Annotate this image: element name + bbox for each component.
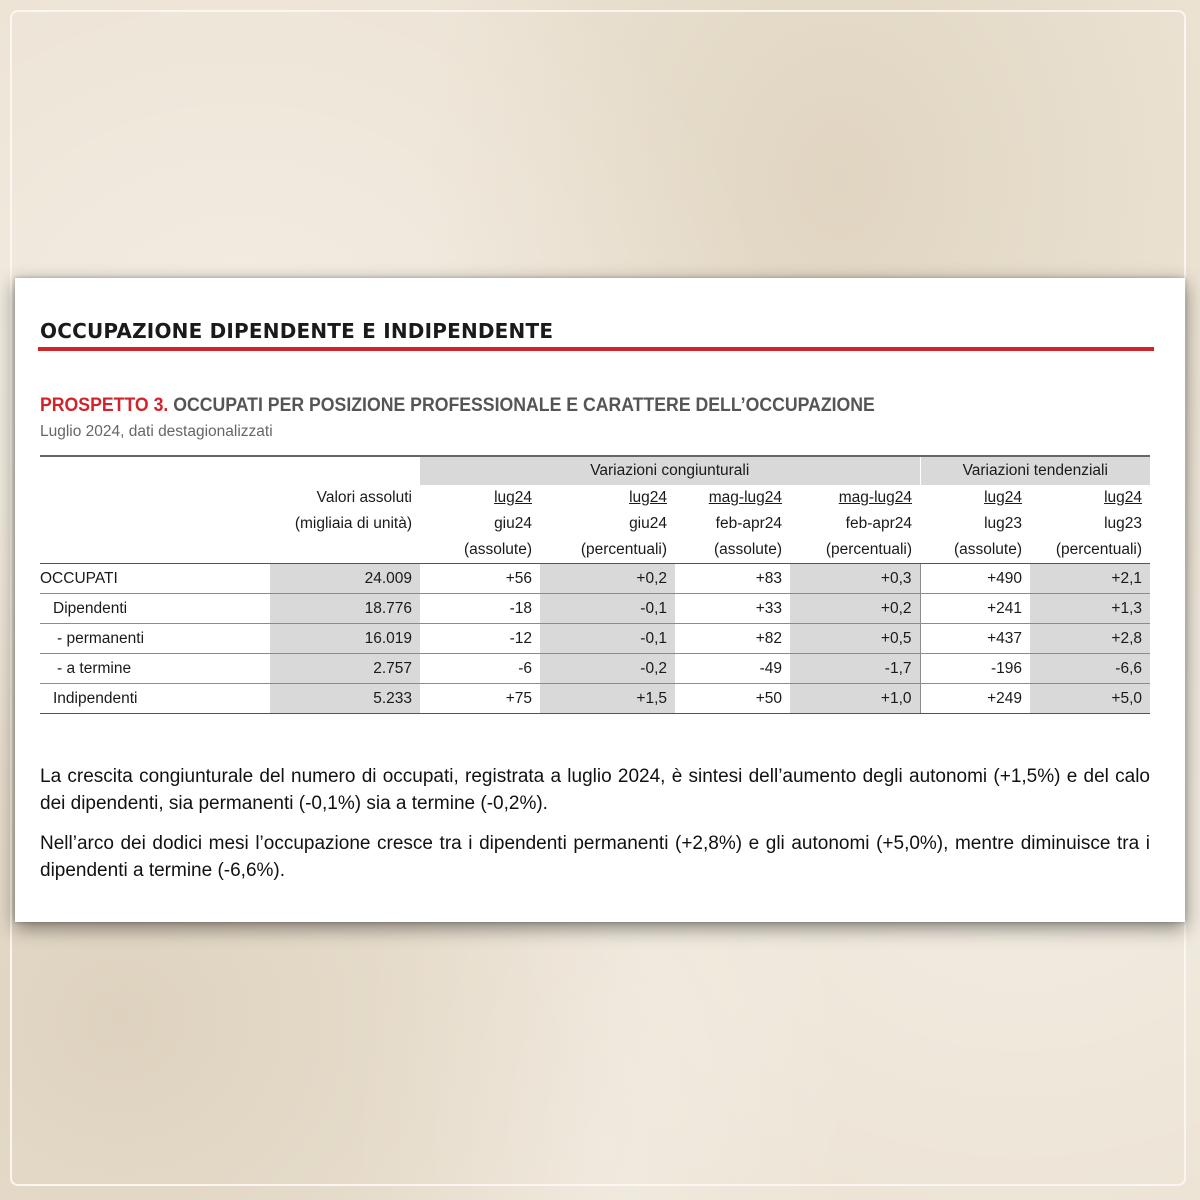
table-body [40,564,1150,714]
red-rule-divider [38,347,1154,351]
paragraph-monthly: La crescita congiunturale del numero di occupati, registrata a luglio 2024, è sintesi dell’aumento degli autonomi (+1,5%) e del calo dei dipendenti, sia permanenti (-0,1%) sia a termine (-0,2%). [40,766,1150,814]
row-label: Dipendenti [40,594,270,624]
row-cell: +241 [920,594,1030,624]
col5-unit: (assolute) [920,537,1030,564]
row-cell: -0,1 [540,624,675,654]
col6-unit: (percentuali) [1030,537,1150,564]
row-cell: +33 [675,594,790,624]
col3-unit: (assolute) [675,537,790,564]
col5-top: lug24 [984,489,1022,506]
row-label: - permanenti [40,624,270,654]
row-cell: -12 [420,624,540,654]
table-title [40,395,875,417]
row-cell: +2,1 [1030,564,1150,594]
col4-unit: (percentuali) [790,537,920,564]
row-value: 16.019 [270,624,420,654]
row-cell: -0,1 [540,594,675,624]
row-cell: +5,0 [1030,684,1150,714]
col3-top: mag-lug24 [708,489,782,506]
row-cell: +1,0 [790,684,920,714]
employment-table [40,455,1150,714]
column-header-row-3 [40,537,1150,564]
row-cell: +1,3 [1030,594,1150,624]
col2-unit: (percentuali) [540,537,675,564]
row-cell: +1,5 [540,684,675,714]
row-label: OCCUPATI [40,564,270,594]
col1-mid: giu24 [494,515,532,532]
group-tendenziali: Variazioni tendenziali [920,457,1150,485]
col6-mid: lug23 [1104,515,1142,532]
row-cell: +82 [675,624,790,654]
row-cell: +75 [420,684,540,714]
col6-top: lug24 [1104,489,1142,506]
row-value: 18.776 [270,594,420,624]
document-card [15,278,1185,922]
table-row-a-termine [40,654,1150,684]
row-cell: -6 [420,654,540,684]
row-cell: +437 [920,624,1030,654]
value-header-line2: (migliaia di unità) [294,515,412,532]
row-cell: +50 [675,684,790,714]
table-row-dipendenti [40,594,1150,624]
row-cell: -18 [420,594,540,624]
col4-mid: feb-apr24 [845,515,912,532]
col4-top: mag-lug24 [838,489,912,506]
column-header-row-2 [40,511,1150,537]
col1-unit: (assolute) [420,537,540,564]
row-cell: -0,2 [540,654,675,684]
group-header-row [40,457,1150,485]
col1-top: lug24 [494,489,532,506]
col3-mid: feb-apr24 [715,515,782,532]
row-label: Indipendenti [40,684,270,714]
row-cell: +0,2 [540,564,675,594]
col5-mid: lug23 [984,515,1022,532]
table-title-text: OCCUPATI PER POSIZIONE PROFESSIONALE E CARATTERE DELL’OCCUPAZIONE [173,395,875,416]
column-header-row-1 [40,485,1150,511]
table-title-tag: PROSPETTO 3. [40,395,169,416]
value-header-line1: Valori assoluti [316,489,412,506]
section-title: OCCUPAZIONE DIPENDENTE E INDIPENDENTE [40,319,554,343]
paragraph-yearly: Nell’arco dei dodici mesi l’occupazione cresce tra i dipendenti permanenti (+2,8%) e gli autonomi (+5,0%), mentre diminuisce tra i dipendenti a termine (-6,6%). [40,833,1150,881]
row-value: 2.757 [270,654,420,684]
row-cell: +56 [420,564,540,594]
row-cell: -1,7 [790,654,920,684]
row-cell: +0,3 [790,564,920,594]
row-label: - a termine [40,654,270,684]
col2-top: lug24 [629,489,667,506]
table-row-permanenti [40,624,1150,654]
table-subtitle: Luglio 2024, dati destagionalizzati [40,423,273,440]
row-cell: +490 [920,564,1030,594]
row-cell: +83 [675,564,790,594]
row-cell: +2,8 [1030,624,1150,654]
row-cell: +0,5 [790,624,920,654]
row-value: 24.009 [270,564,420,594]
col2-mid: giu24 [629,515,667,532]
row-cell: +0,2 [790,594,920,624]
row-cell: -196 [920,654,1030,684]
row-cell: +249 [920,684,1030,714]
group-congiunturali: Variazioni congiunturali [420,457,920,485]
table-row-occupati [40,564,1150,594]
row-value: 5.233 [270,684,420,714]
row-cell: -6,6 [1030,654,1150,684]
row-cell: -49 [675,654,790,684]
table-row-indipendenti [40,684,1150,714]
